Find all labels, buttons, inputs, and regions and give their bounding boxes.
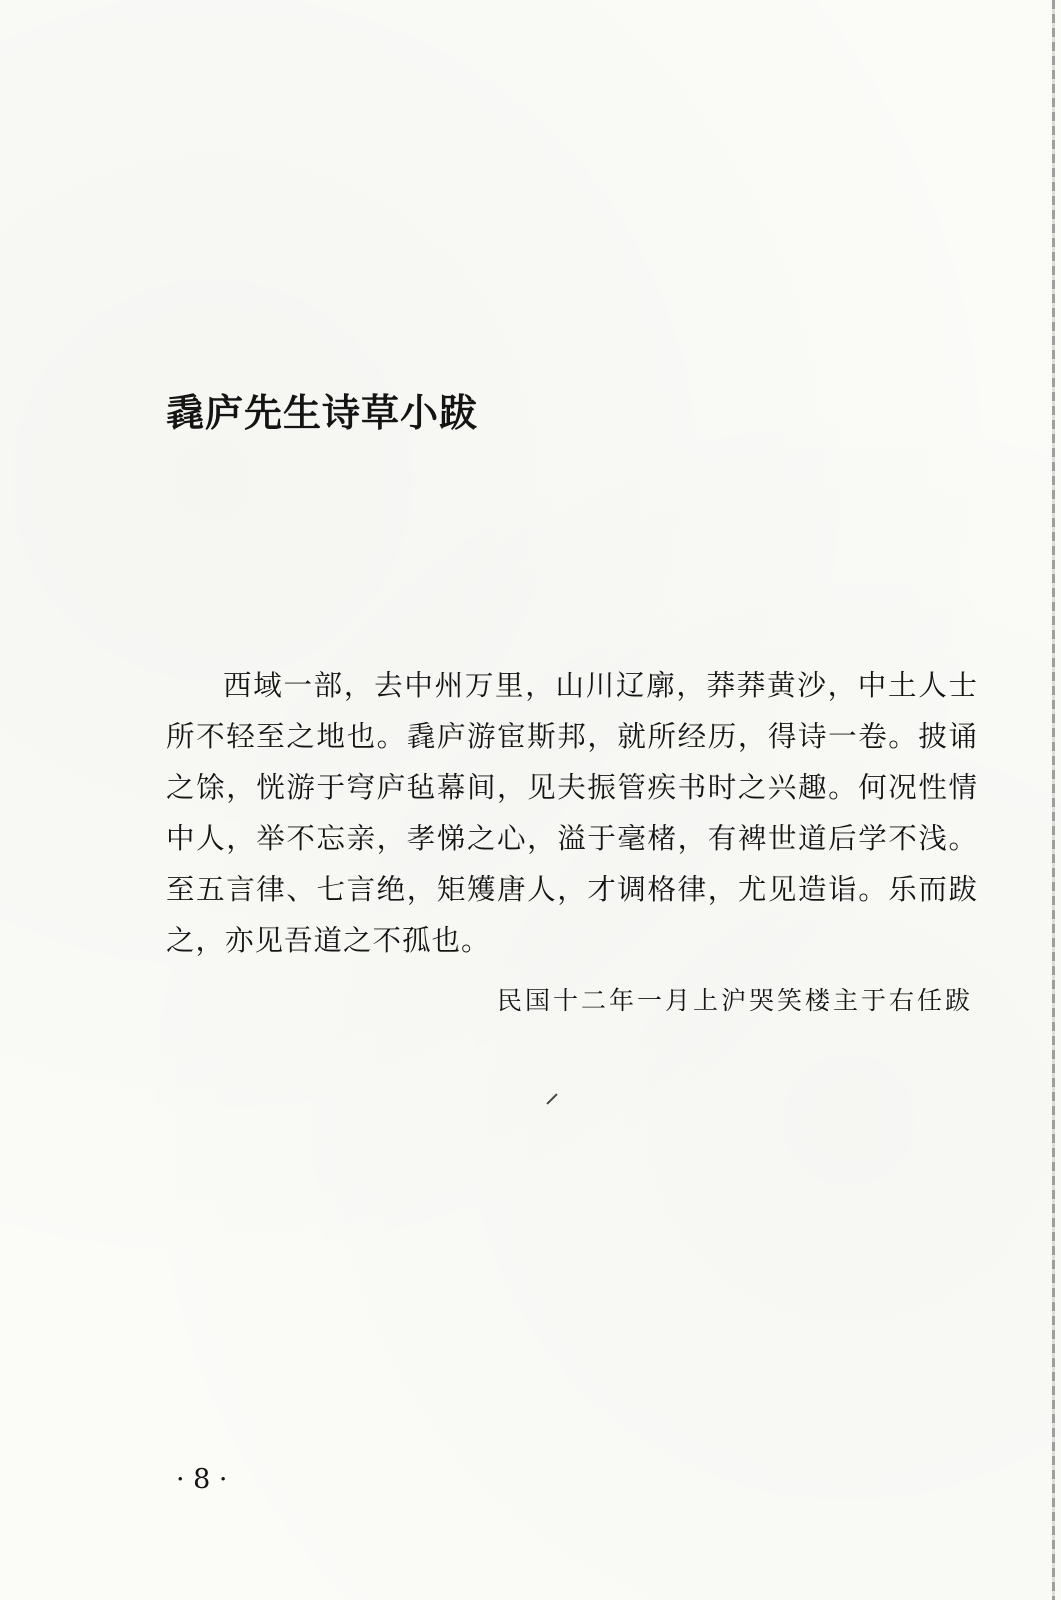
- page-number: · 8 ·: [176, 1464, 228, 1495]
- signature-line: 民国十二年一月上沪哭笑楼主于右任跋: [496, 986, 973, 1015]
- page-edge-shadow: [1052, 0, 1055, 1600]
- stray-ink-mark: [546, 1093, 557, 1104]
- page-title: 毳庐先生诗草小跋: [166, 390, 479, 435]
- body-paragraph: 西域一部，去中州万里，山川辽廓，莽莽黄沙，中土人士所不轻至之地也。毳庐游宦斯邦，就所经历，得诗一卷。披诵之馀，恍游于穹庐毡幕间，见夫振管疾书时之兴趣。何况性情中人，举不忘亲，孝悌之心，溢于毫楮，有裨世道后学不浅。至五言律、七言绝，矩矱唐人，才调格律，尤见造诣。乐而跋之，亦见吾道之不孤也。: [166, 669, 978, 957]
